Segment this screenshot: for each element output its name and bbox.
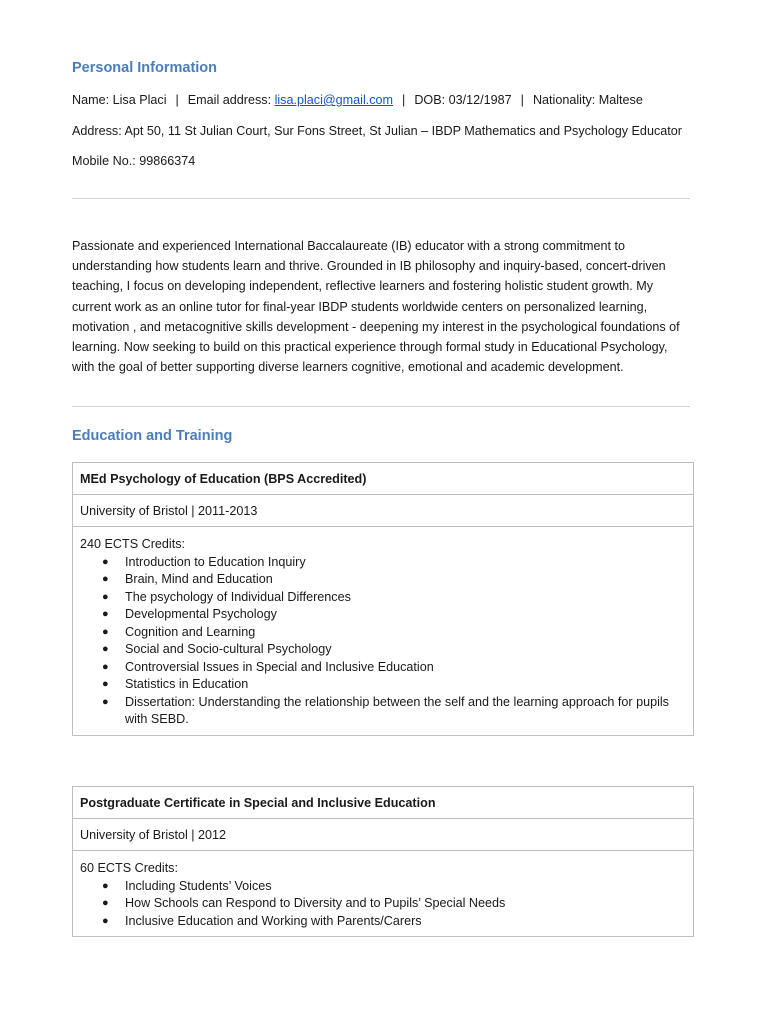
list-item: ● Controversial Issues in Special and Inclusive Education: [80, 659, 686, 677]
address-text: Address: Apt 50, 11 St Julian Court, Sur Fons Street, St Julian – IBDP Mathematics and Psychology Educator: [72, 124, 682, 138]
mobile-text: Mobile No.: 99866374: [72, 154, 196, 168]
module-list: [80, 554, 686, 729]
institution-text: University of Bristol | 2012: [73, 819, 693, 851]
bullet-icon: ●: [102, 643, 109, 655]
email-link[interactable]: lisa.placi@gmail.com: [274, 93, 394, 107]
course-details: [73, 851, 693, 936]
bullet-icon: ●: [102, 914, 109, 927]
list-item: ● Statistics in Education: [80, 676, 686, 694]
bullet-icon: ●: [102, 573, 109, 585]
profile-summary: [72, 236, 696, 377]
summary-line: with the goal of better supporting diverse learners cognitive, emotional and academic development.: [72, 360, 624, 375]
list-item: ● Cognition and Learning: [80, 624, 686, 642]
list-item: ● Inclusive Education and Working with Parents/Carers: [80, 913, 686, 931]
summary-line: teaching, I focus on developing independent, reflective learners and fostering holistic student growth. My: [72, 279, 654, 294]
separator: |: [402, 93, 406, 107]
list-item: ● Introduction to Education Inquiry: [80, 554, 686, 572]
bullet-icon: ●: [102, 625, 109, 638]
degree-title: Postgraduate Certificate in Special and Inclusive Education: [73, 787, 693, 819]
bullet-icon: ●: [102, 897, 109, 909]
education-entry: [72, 462, 694, 736]
credits-text: 60 ECTS Credits:: [80, 861, 178, 875]
summary-line: current work as an online tutor for final-year IBDP students worldwide centers on personalized learning,: [72, 299, 648, 314]
bullet-icon: ●: [102, 590, 109, 603]
summary-line: Passionate and experienced International Baccalaureate (IB) educator with a strong commitment to: [72, 239, 626, 253]
personal-line-1: [72, 92, 643, 108]
module-list: [80, 878, 686, 931]
list-item: ● The psychology of Individual Differences: [80, 589, 686, 607]
bullet-icon: ●: [102, 660, 109, 673]
summary-line: learning. Now seeking to build on this practical experience through formal study in Educational Psychology,: [72, 340, 668, 355]
list-item: ● How Schools can Respond to Diversity and to Pupils’ Special Needs: [80, 895, 686, 913]
bullet-icon: ●: [102, 678, 109, 690]
bullet-icon: ●: [102, 608, 109, 620]
list-item: ● Including Students’ Voices: [80, 878, 686, 896]
nationality-text: Nationality: Maltese: [532, 93, 643, 107]
degree-title: MEd Psychology of Education (BPS Accredited): [73, 463, 693, 495]
education-entry: [72, 786, 694, 937]
list-item: ● Brain, Mind and Education: [80, 571, 686, 589]
divider: [72, 198, 690, 199]
course-details: [73, 527, 693, 735]
personal-info-heading: Personal Information: [72, 60, 218, 76]
institution-text: University of Bristol | 2011-2013: [73, 495, 693, 527]
name-text: Name: Lisa Placi: [72, 93, 167, 107]
education-heading: Education and Training: [72, 428, 233, 444]
bullet-icon: ●: [102, 879, 109, 892]
divider: [72, 406, 690, 407]
list-item: ● Dissertation: Understanding the relationship between the self and the learning approach for pupils with SEBD.: [102, 694, 669, 726]
dob-text: DOB: 03/12/1987: [414, 93, 512, 107]
credits-text: 240 ECTS Credits:: [80, 537, 185, 551]
bullet-icon: ●: [102, 695, 109, 708]
list-item: ● Developmental Psychology: [80, 606, 686, 624]
separator: |: [175, 93, 179, 107]
email-label: Email address:: [187, 93, 272, 107]
list-item: ● Social and Socio-cultural Psychology: [80, 641, 686, 659]
bullet-icon: ●: [102, 555, 109, 568]
summary-line: motivation , and metacognitive skills development - deepening my interest in the psychological foundations of: [72, 319, 680, 334]
summary-line: understanding how students learn and thrive. Grounded in IB philosophy and inquiry-based, concert-driven: [72, 259, 666, 274]
separator: |: [520, 93, 524, 107]
